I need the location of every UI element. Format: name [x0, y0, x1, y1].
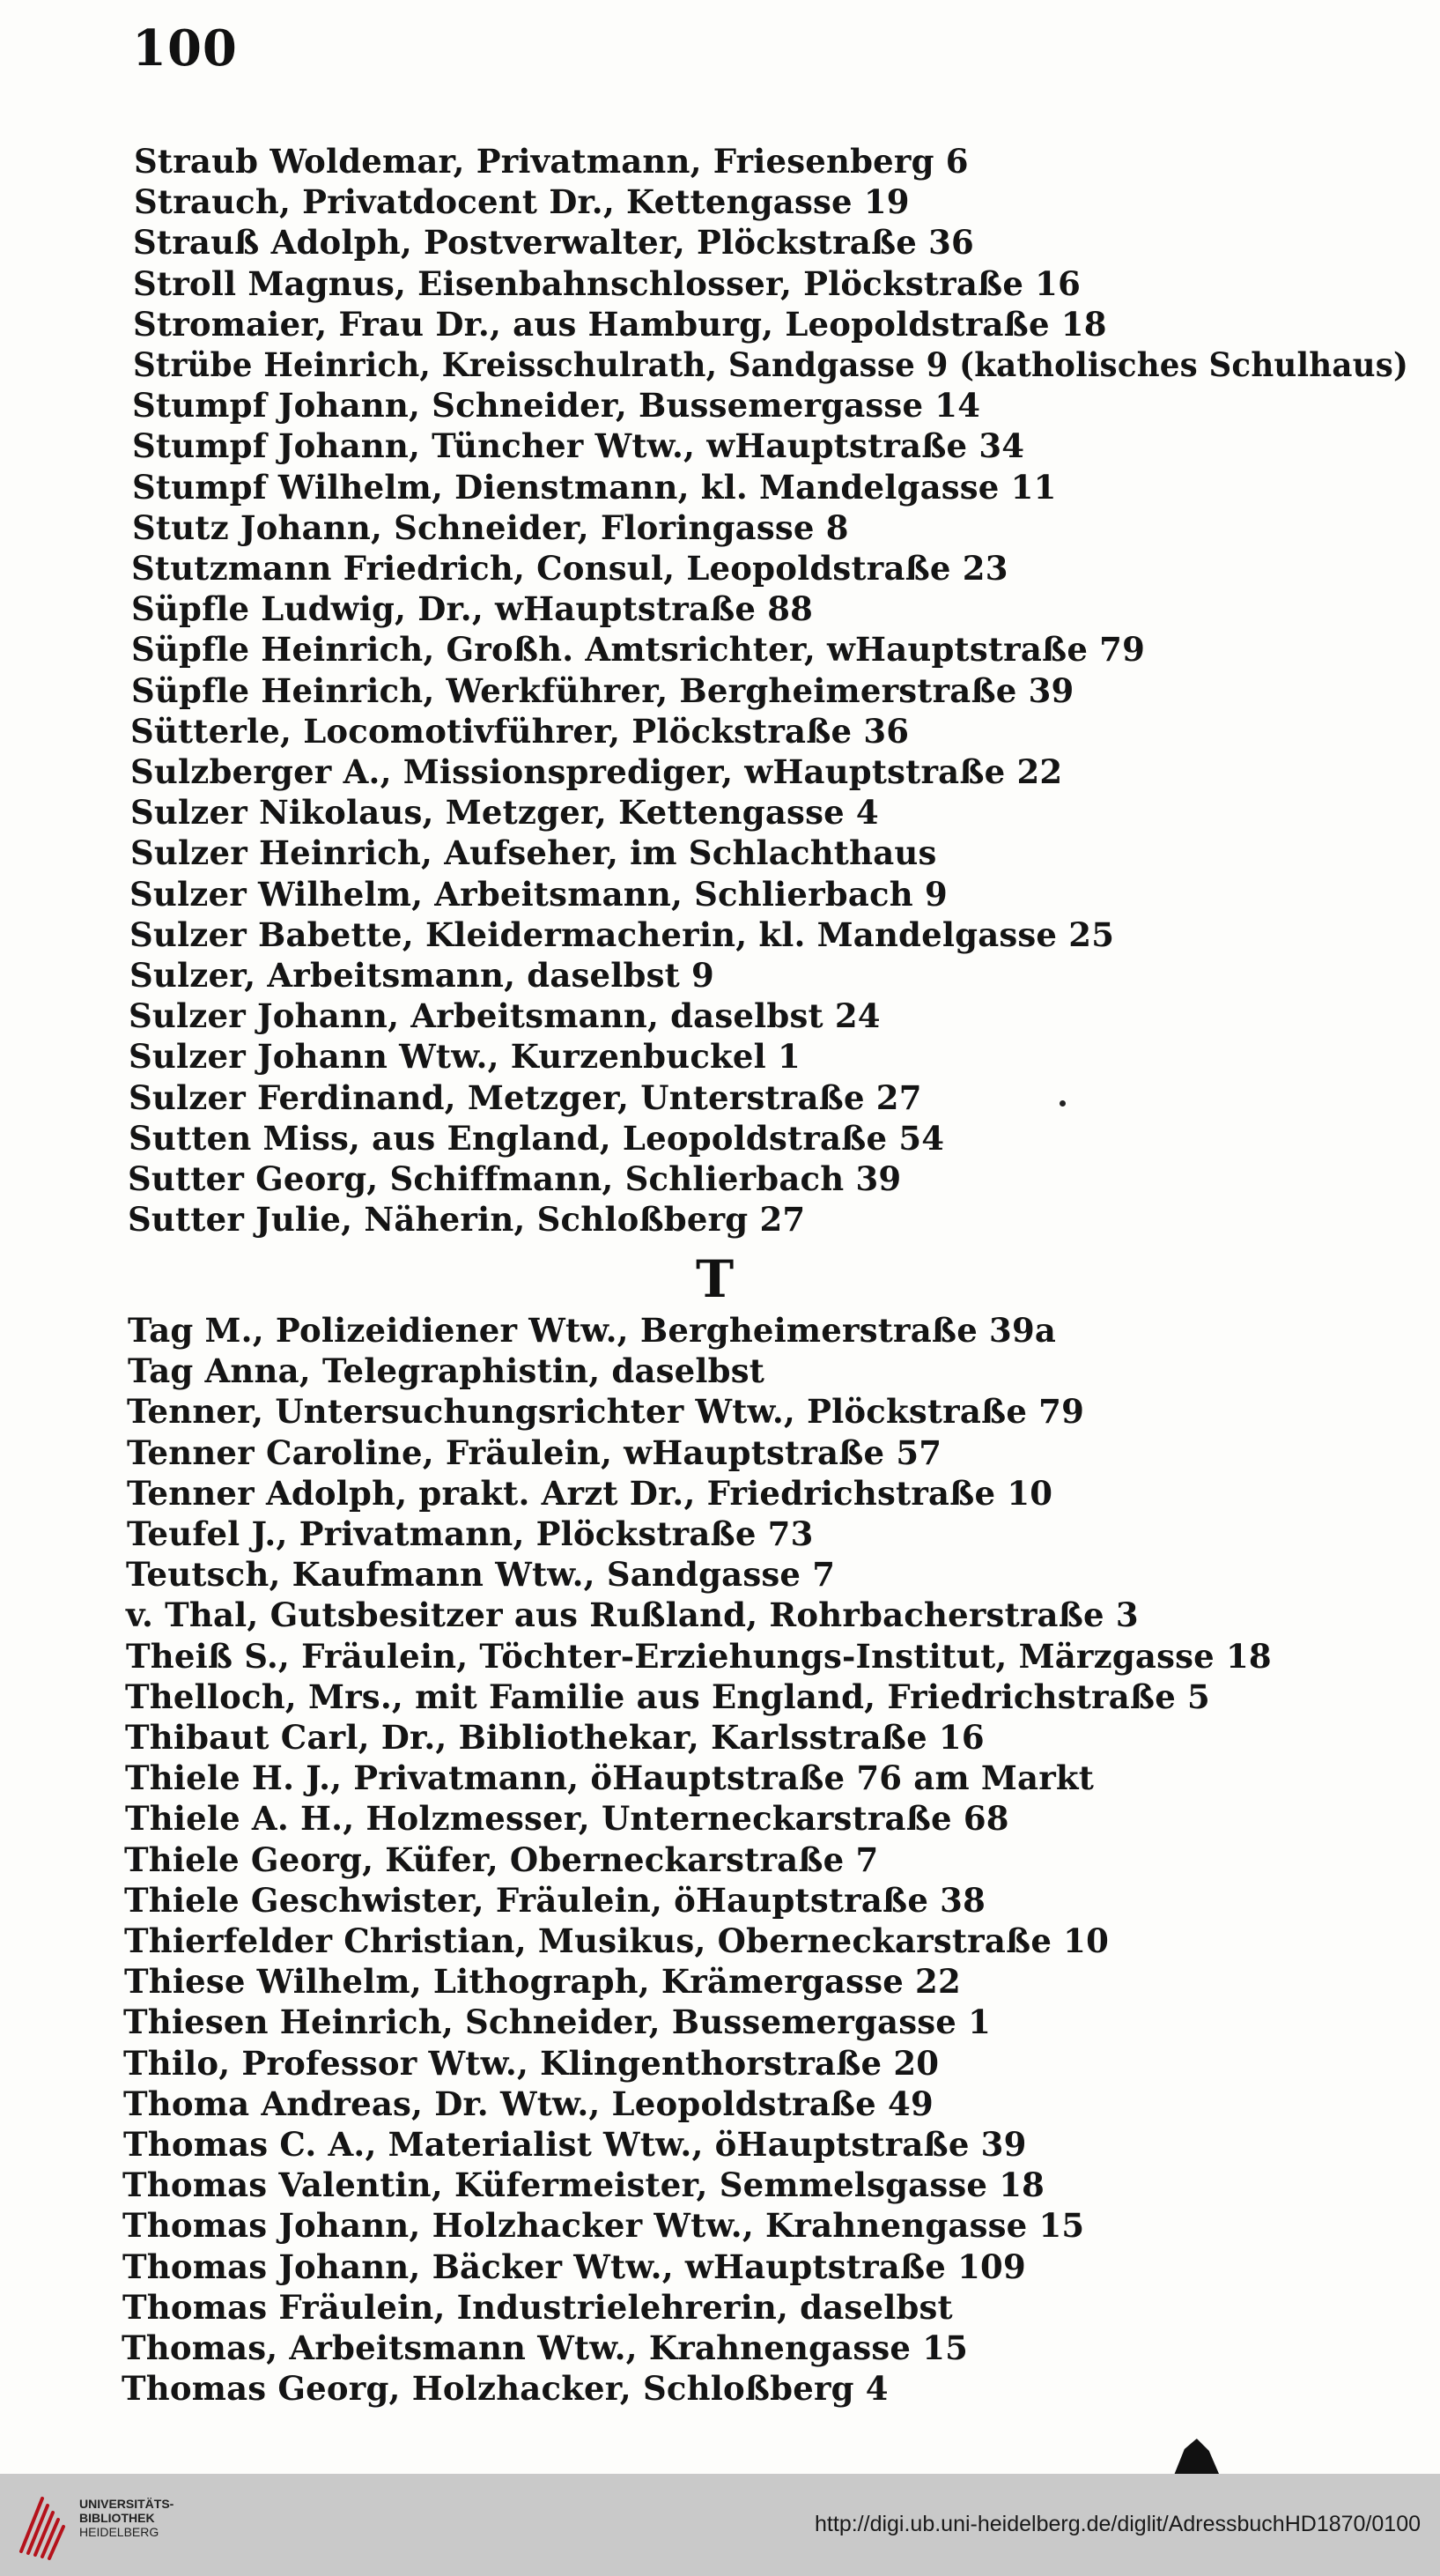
directory-entry: Thomas Valentin, Küfermeister, Semmelsgasse 18 — [122, 2165, 1045, 2204]
directory-entry: Thibaut Carl, Dr., Bibliothekar, Karlsstraße 16 — [125, 1718, 985, 1757]
directory-entry: Tag Anna, Telegraphistin, daselbst — [128, 1351, 765, 1390]
directory-entry: Thiele A. H., Holzmesser, Unterneckarstraße 68 — [125, 1799, 1009, 1838]
directory-entry: Straub Woldemar, Privatmann, Friesenberg 6 — [134, 142, 969, 181]
directory-entry: Sulzer Nikolaus, Metzger, Kettengasse 4 — [130, 793, 879, 832]
directory-entry: Stromaier, Frau Dr., aus Hamburg, Leopoldstraße 18 — [133, 305, 1107, 344]
directory-entry: Strauch, Privatdocent Dr., Kettengasse 19 — [134, 182, 910, 221]
directory-entry: Tenner, Untersuchungsrichter Wtw., Plöckstraße 79 — [127, 1392, 1085, 1431]
directory-entry: Thiesen Heinrich, Schneider, Bussemergasse 1 — [123, 2002, 992, 2041]
directory-entry: Süpfle Heinrich, Großh. Amtsrichter, wHauptstraße 79 — [131, 630, 1146, 669]
directory-entry: Thoma Andreas, Dr. Wtw., Leopoldstraße 49 — [123, 2084, 934, 2123]
ink-blot — [1170, 2439, 1219, 2474]
section-letter: T — [696, 1249, 735, 1309]
directory-entry: Thiele Georg, Küfer, Oberneckarstraße 7 — [124, 1840, 879, 1879]
directory-entry: Thiele Geschwister, Fräulein, öHauptstraße 38 — [124, 1881, 986, 1920]
directory-entry: Strauß Adolph, Postverwalter, Plöckstraße 36 — [133, 223, 974, 262]
directory-entry: Strübe Heinrich, Kreisschulrath, Sandgasse 9 (katholisches Schulhaus) — [133, 345, 1409, 384]
directory-entry: Sutten Miss, aus England, Leopoldstraße 54 — [129, 1119, 945, 1158]
directory-entry: Teutsch, Kaufmann Wtw., Sandgasse 7 — [126, 1555, 836, 1594]
directory-entry: Teufel J., Privatmann, Plöckstraße 73 — [127, 1514, 814, 1553]
directory-entry: Theiß S., Fräulein, Töchter-Erziehungs-Institut, Märzgasse 18 — [126, 1637, 1272, 1676]
directory-entry: Thomas Johann, Bäcker Wtw., wHauptstraße 109 — [122, 2247, 1026, 2286]
directory-entry: Thierfelder Christian, Musikus, Oberneckarstraße 10 — [124, 1921, 1110, 1960]
permalink-url[interactable]: http://digi.ub.uni-heidelberg.de/diglit/AdressbuchHD1870/0100 — [815, 2512, 1421, 2536]
directory-entry: Sutter Georg, Schiffmann, Schlierbach 39 — [128, 1159, 902, 1198]
directory-entry: Sulzer Heinrich, Aufseher, im Schlachthaus — [130, 833, 937, 872]
directory-entry: Süpfle Ludwig, Dr., wHauptstraße 88 — [131, 589, 814, 628]
directory-entry: Sulzer, Arbeitsmann, daselbst 9 — [129, 956, 714, 995]
directory-entry: Tenner Caroline, Fräulein, wHauptstraße 57 — [127, 1433, 942, 1472]
directory-entry: Sulzer Johann, Arbeitsmann, daselbst 24 — [129, 996, 881, 1035]
directory-entry: Thelloch, Mrs., mit Familie aus England, Friedrichstraße 5 — [125, 1677, 1210, 1716]
directory-entry: Tenner Adolph, prakt. Arzt Dr., Friedrichstraße 10 — [127, 1474, 1053, 1513]
directory-entry: Thomas C. A., Materialist Wtw., öHauptstraße 39 — [123, 2125, 1027, 2164]
library-name-line1: UNIVERSITÄTS- — [79, 2497, 174, 2511]
page-number: 100 — [132, 19, 238, 78]
ink-speck — [1060, 1100, 1066, 1107]
directory-entry: Thomas Johann, Holzhacker Wtw., Krahnengasse 15 — [122, 2206, 1085, 2245]
university-library-logo-icon — [16, 2490, 69, 2560]
directory-entry: Thilo, Professor Wtw., Klingenthorstraße 20 — [123, 2044, 940, 2083]
directory-entry: Sulzer Ferdinand, Metzger, Unterstraße 27 — [129, 1078, 922, 1117]
directory-entry: Stutzmann Friedrich, Consul, Leopoldstraße 23 — [131, 549, 1008, 588]
directory-entry: Stumpf Johann, Schneider, Bussemergasse 14 — [132, 386, 981, 425]
directory-entry: Sulzer Johann Wtw., Kurzenbuckel 1 — [129, 1037, 801, 1076]
directory-entry: Sulzberger A., Missionsprediger, wHauptstraße 22 — [130, 752, 1063, 791]
directory-entry: Thomas Fräulein, Industrielehrerin, daselbst — [122, 2288, 953, 2327]
directory-entry: Thomas Georg, Holzhacker, Schloßberg 4 — [122, 2369, 889, 2408]
directory-entry: Sütterle, Locomotivführer, Plöckstraße 36 — [130, 712, 910, 751]
directory-entry: Stutz Johann, Schneider, Floringasse 8 — [132, 508, 849, 547]
directory-entry: Thiese Wilhelm, Lithograph, Krämergasse 22 — [124, 1962, 961, 2001]
directory-entry: Sutter Julie, Näherin, Schloßberg 27 — [128, 1200, 806, 1239]
directory-entry: Sulzer Wilhelm, Arbeitsmann, Schlierbach 9 — [129, 875, 948, 914]
directory-entry: Stumpf Wilhelm, Dienstmann, kl. Mandelgasse 11 — [132, 468, 1057, 507]
directory-entry: Stroll Magnus, Eisenbahnschlosser, Plöckstraße 16 — [133, 264, 1082, 303]
library-name-line2: BIBLIOTHEK — [79, 2511, 155, 2525]
directory-entry: Sulzer Babette, Kleidermacherin, kl. Mandelgasse 25 — [129, 915, 1115, 954]
directory-entry: Thomas, Arbeitsmann Wtw., Krahnengasse 15 — [122, 2328, 969, 2367]
library-name-line3: HEIDELBERG — [79, 2525, 159, 2539]
library-name[interactable] — [79, 2497, 174, 2539]
directory-entry: Süpfle Heinrich, Werkführer, Bergheimerstraße 39 — [131, 671, 1074, 710]
directory-entry: Stumpf Johann, Tüncher Wtw., wHauptstraße 34 — [132, 426, 1025, 465]
directory-entry: v. Thal, Gutsbesitzer aus Rußland, Rohrbacherstraße 3 — [126, 1595, 1139, 1634]
directory-entry: Thiele H. J., Privatmann, öHauptstraße 76 am Markt — [125, 1758, 1095, 1797]
directory-entry: Tag M., Polizeidiener Wtw., Bergheimerstraße 39a — [128, 1311, 1057, 1350]
